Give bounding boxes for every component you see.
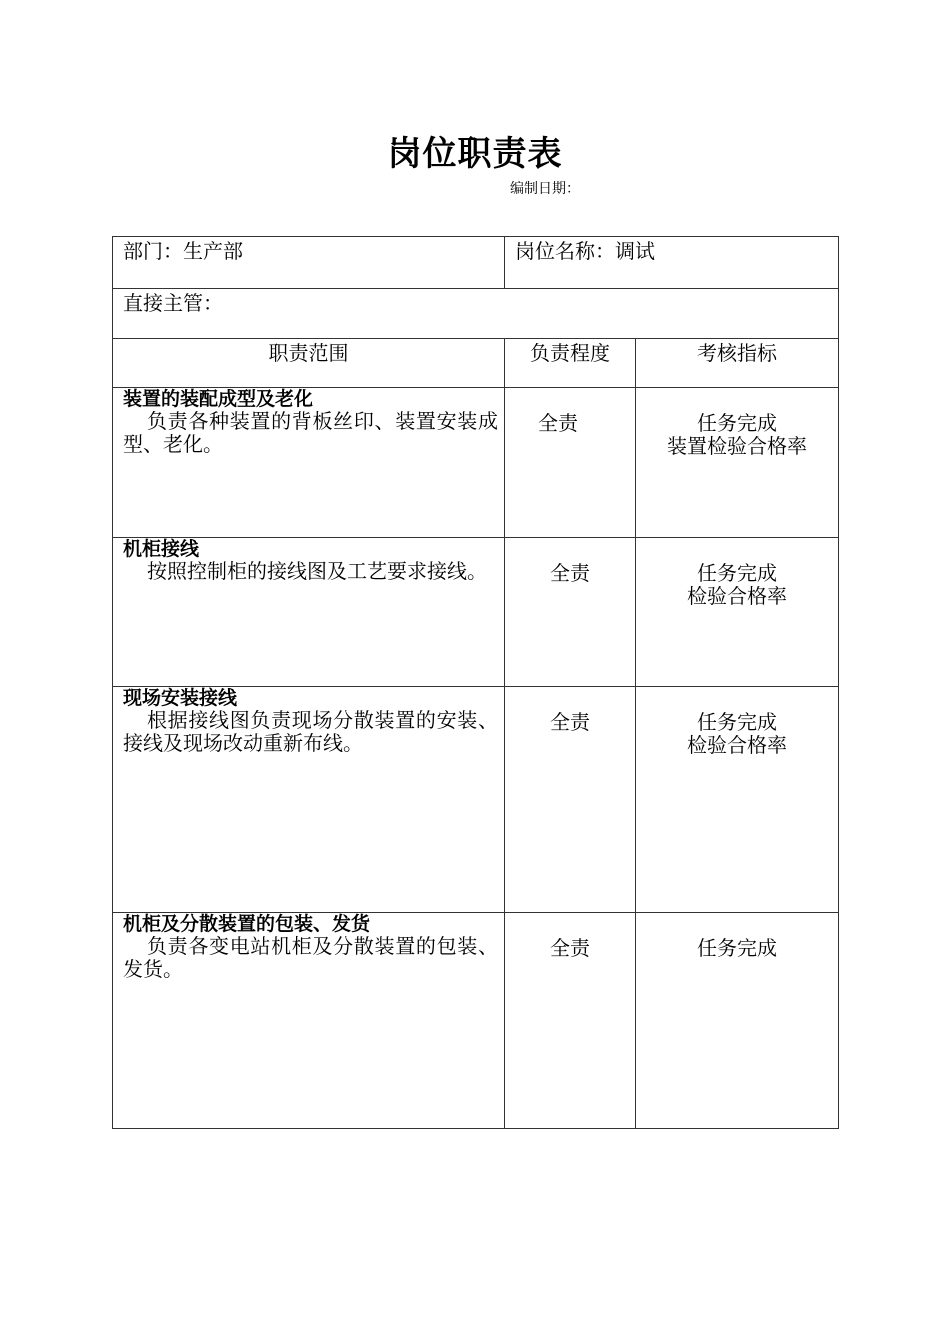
department-cell: [113, 237, 505, 289]
degree-value: 全责: [550, 936, 590, 960]
duty-title: 机柜接线: [123, 538, 200, 560]
position-cell: [505, 237, 839, 289]
column-header-metric-cell: [636, 339, 839, 388]
scope-cell: [113, 538, 505, 687]
duty-description: 按照控制柜的接线图及工艺要求接线。: [147, 559, 487, 583]
degree-value: 全责: [550, 710, 590, 734]
metric-line: 装置检验合格率: [667, 434, 807, 458]
column-header-degree: 负责程度: [530, 341, 610, 365]
degree-cell: [505, 687, 636, 913]
metric-line: 任务完成: [697, 936, 777, 960]
supervisor-label: 直接主管：: [123, 291, 223, 315]
metric-cell: [636, 687, 839, 913]
supervisor-cell: [113, 289, 839, 339]
position-label: 岗位名称：调试: [515, 239, 655, 263]
duty-description: 根据接线图负责现场分散装置的安装、接线及现场改动重新布线。: [123, 708, 498, 755]
metric-line: 检验合格率: [687, 584, 787, 608]
compile-date-label: 编制日期：: [510, 181, 580, 197]
metric-line: 任务完成: [697, 411, 777, 435]
column-header-metric: 考核指标: [697, 341, 777, 365]
department-label: 部门：生产部: [123, 239, 243, 263]
scope-cell: [113, 388, 505, 538]
scope-cell: [113, 913, 505, 1129]
duty-description: 负责各种装置的背板丝印、装置安装成型、老化。: [123, 409, 498, 456]
duty-title: 机柜及分散装置的包装、发货: [123, 913, 371, 935]
metric-cell: [636, 388, 839, 538]
degree-value: 全责: [538, 411, 578, 435]
degree-cell: [505, 538, 636, 687]
duty-table: [112, 236, 839, 1129]
column-header-scope: 职责范围: [268, 341, 349, 365]
table-row: [113, 687, 839, 913]
table-row: [113, 913, 839, 1129]
metric-line: 检验合格率: [687, 733, 787, 757]
document-title: 岗位职责表: [387, 134, 563, 174]
metric-cell: [636, 538, 839, 687]
column-header-scope-cell: [113, 339, 505, 388]
table-row: [113, 538, 839, 687]
scope-cell: [113, 687, 505, 913]
degree-value: 全责: [550, 561, 590, 585]
table-row: [113, 388, 839, 538]
column-header-degree-cell: [505, 339, 636, 388]
metric-cell: [636, 913, 839, 1129]
duty-title: 现场安装接线: [123, 687, 238, 709]
metric-line: 任务完成: [697, 561, 777, 585]
column-header-row: [113, 339, 839, 388]
duty-description: 负责各变电站机柜及分散装置的包装、发货。: [123, 934, 498, 981]
duty-title: 装置的装配成型及老化: [123, 388, 314, 410]
header-row-department: [113, 237, 839, 289]
degree-cell: [505, 388, 636, 538]
metric-line: 任务完成: [697, 710, 777, 734]
degree-cell: [505, 913, 636, 1129]
header-row-supervisor: [113, 289, 839, 339]
